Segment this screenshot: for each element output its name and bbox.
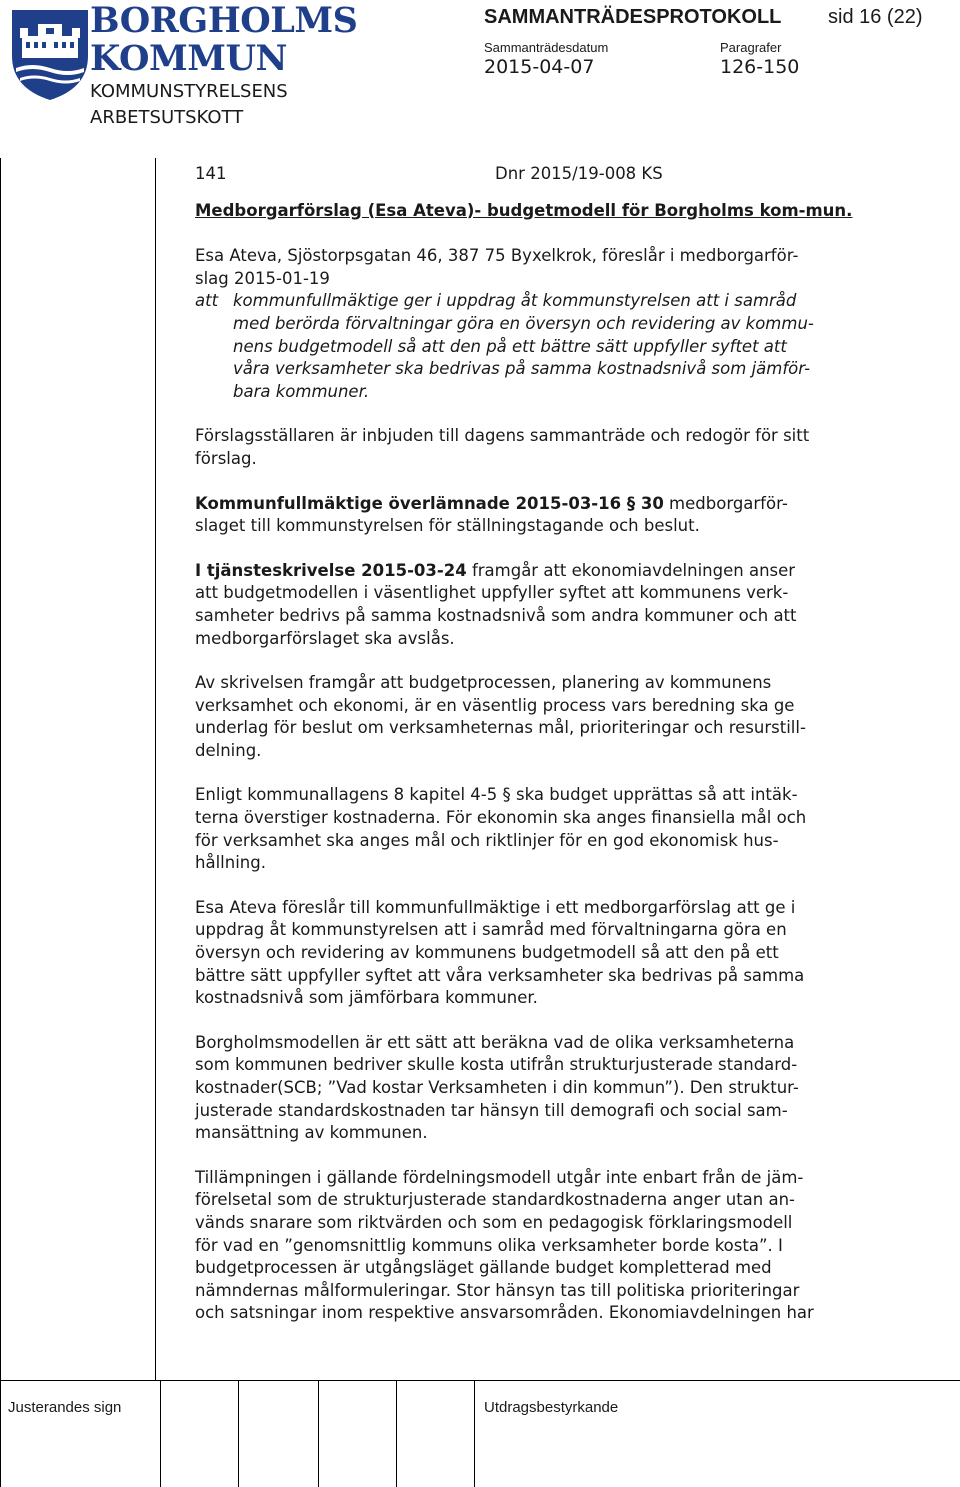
paragraph-8-line: och satsningar inom respektive ansvarsområden. Ekonomiavdelningen har [195, 1303, 814, 1323]
paragraph-7-line: Borgholmsmodellen är ett sätt att beräkna vad de olika verksamheterna [195, 1032, 795, 1052]
intro-line-1: Esa Ateva, Sjöstorpsgatan 46, 387 75 Byxelkrok, föreslår i medborgarför- [195, 246, 799, 266]
paragraph-3-line: samheter bedrivs på samma kostnadsnivå som andra kommuner och att [195, 605, 797, 625]
case-dnr: Dnr 2015/19-008 KS [495, 164, 663, 183]
footer-sign-box-line-2 [238, 1380, 239, 1487]
footer-sign-box-line-3 [318, 1380, 319, 1487]
paragraph-8-line: Tillämpningen i gällande fördelningsmodell utgår inte enbart från de jäm- [195, 1167, 804, 1187]
department-line1: KOMMUNSTYRELSENS [90, 81, 288, 102]
paragraph-5-line: för verksamhet ska anges mål och riktlinjer för en god ekonomisk hus- [195, 830, 779, 850]
paragraph-4-line: delning. [195, 740, 262, 760]
paragraph-6-line: bättre sätt uppfyller syftet att våra verksamheter ska bedrivas på samma [195, 965, 805, 985]
paragraph-2 [195, 493, 915, 538]
paragraph-4-line: verksamhet och ekonomi, är en väsentlig process vars beredning ska ge [195, 695, 795, 715]
paragraph-3-bold: I tjänsteskrivelse 2015-03-24 [195, 560, 467, 580]
paragraph-6-line: Esa Ateva föreslår till kommunfullmäktige i ett medborgarförslag att ge i [195, 897, 796, 917]
paragraph-7-line: som kommunen bedriver skulle kosta utifrån strukturjusterade standard- [195, 1055, 798, 1075]
paragraph-7-line: justerade standardskostnaden tar hänsyn till demografi och social sam- [195, 1100, 788, 1120]
paragraph-8-line: för vad en ”genomsnittlig kommuns olika verksamheter borde kosta”. I [195, 1235, 783, 1255]
margin-divider-line [155, 158, 156, 1380]
org-name-line2: KOMMUN [90, 38, 287, 79]
paragraph-7 [195, 1032, 915, 1145]
paragraph-6-line: översyn och revidering av kommunens budgetmodell så att den på ett [195, 943, 779, 963]
paragraph-1-line: Förslagsställaren är inbjuden till dagens sammanträde och redogör för sitt [195, 426, 810, 446]
paragraph-8-line: nämndernas målformuleringar. Stor hänsyn tas till politiska prioriteringar [195, 1280, 800, 1300]
quote-line-3: nens budgetmodell så att den på ett bättre sätt uppfyller syftet att [233, 336, 787, 356]
footer-sign-box-line-4 [396, 1380, 397, 1487]
case-title: Medborgarförslag (Esa Ateva)- budgetmodell för Borgholms kom-mun. [195, 200, 853, 220]
paragraph-5 [195, 784, 915, 874]
paragraph-6-line: uppdrag åt kommunstyrelsen att i samråd med förvaltningarna göra en [195, 920, 787, 940]
paragraph-4-line: underlag för beslut om verksamheternas mål, prioriteringar och resurstill- [195, 718, 806, 738]
paragraph-1 [195, 425, 915, 470]
case-line [195, 163, 915, 186]
paragraph-1-line: förslag. [195, 448, 257, 468]
quote-line-5: bara kommuner. [233, 381, 370, 401]
quote-line-4: våra verksamheter ska bedrivas på samma kostnadsnivå som jämför- [233, 359, 811, 379]
paragraph-5-line: terna överstiger kostnaderna. För ekonomin ska anges finansiella mål och [195, 808, 807, 828]
paragraph-4 [195, 672, 915, 762]
paragraph-2-line: slaget till kommunstyrelsen för ställningstagande och beslut. [195, 516, 700, 536]
paragraph-number: 141 [195, 164, 227, 183]
footer-divider-line [0, 1380, 960, 1381]
paragraph-5-line: Enligt kommunallagens 8 kapitel 4-5 § ska budget upprättas så att intäk- [195, 785, 798, 805]
paragraphs-value: 126-150 [720, 56, 800, 78]
intro-line-2: slag 2015-01-19 [195, 268, 330, 288]
paragraph-7-line: kostnader(SCB; ”Vad kostar Verksamheten i din kommun”). Den struktur- [195, 1078, 799, 1097]
paragraph-3-rest: framgår att ekonomiavdelningen anser [466, 560, 796, 580]
paragraph-8-line: vänds snarare som riktvärden och som en pedagogisk förklaringsmodell [195, 1212, 793, 1232]
paragraph-2-rest: medborgarför- [663, 493, 788, 513]
paragraph-8-line: budgetprocessen är utgångsläget gällande budget kompletterad med [195, 1258, 772, 1278]
footer-sign-box-line-1 [160, 1380, 161, 1487]
paragraph-4-line: Av skrivelsen framgår att budgetprocessen, planering av kommunens [195, 673, 772, 693]
paragraph-5-line: hållning. [195, 853, 266, 873]
paragraph-8 [195, 1167, 915, 1325]
department-line2: ARBETSUTSKOTT [90, 107, 244, 128]
document-body [195, 163, 915, 1347]
protocol-title: SAMMANTRÄDESPROTOKOLL [484, 6, 782, 28]
paragraph-3 [195, 560, 915, 650]
paragraph-3-line: att budgetmodellen i väsentlighet uppfyller syftet att kommunens verk- [195, 583, 789, 603]
paragraph-6 [195, 897, 915, 1010]
left-margin-border [0, 158, 1, 1487]
sign-label: Justerandes sign [8, 1399, 122, 1416]
paragraph-6-line: kostnadsnivå som jämförbara kommuner. [195, 988, 538, 1008]
proposal-quote [195, 290, 915, 403]
footer-sign-box-line-5 [474, 1380, 475, 1487]
meeting-date-label: Sammanträdesdatum [484, 40, 609, 55]
paragraph-2-bold: Kommunfullmäktige överlämnade 2015-03-16 § 30 [195, 493, 664, 513]
org-name-line1: BORGHOLMS [90, 0, 358, 41]
paragraph-8-line: förelsetal som de strukturjusterade standardkostnaderna anger utan an- [195, 1190, 795, 1210]
paragraph-3-line: medborgarförslaget ska avslås. [195, 628, 455, 648]
quote-line-2: med berörda förvaltningar göra en översyn och revidering av kommu- [233, 313, 814, 333]
quote-line-1: kommunfullmäktige ger i uppdrag åt kommunstyrelsen att i samråd [233, 291, 797, 311]
meeting-date-value: 2015-04-07 [484, 56, 595, 78]
extract-certification-label: Utdragsbestyrkande [484, 1399, 619, 1416]
borgholm-castle-emblem-icon [8, 6, 92, 102]
paragraphs-label: Paragrafer [720, 40, 782, 55]
quote-att: att [195, 291, 219, 311]
page-number: sid 16 (22) [828, 6, 923, 28]
paragraph-7-line: mansättning av kommunen. [195, 1123, 428, 1143]
